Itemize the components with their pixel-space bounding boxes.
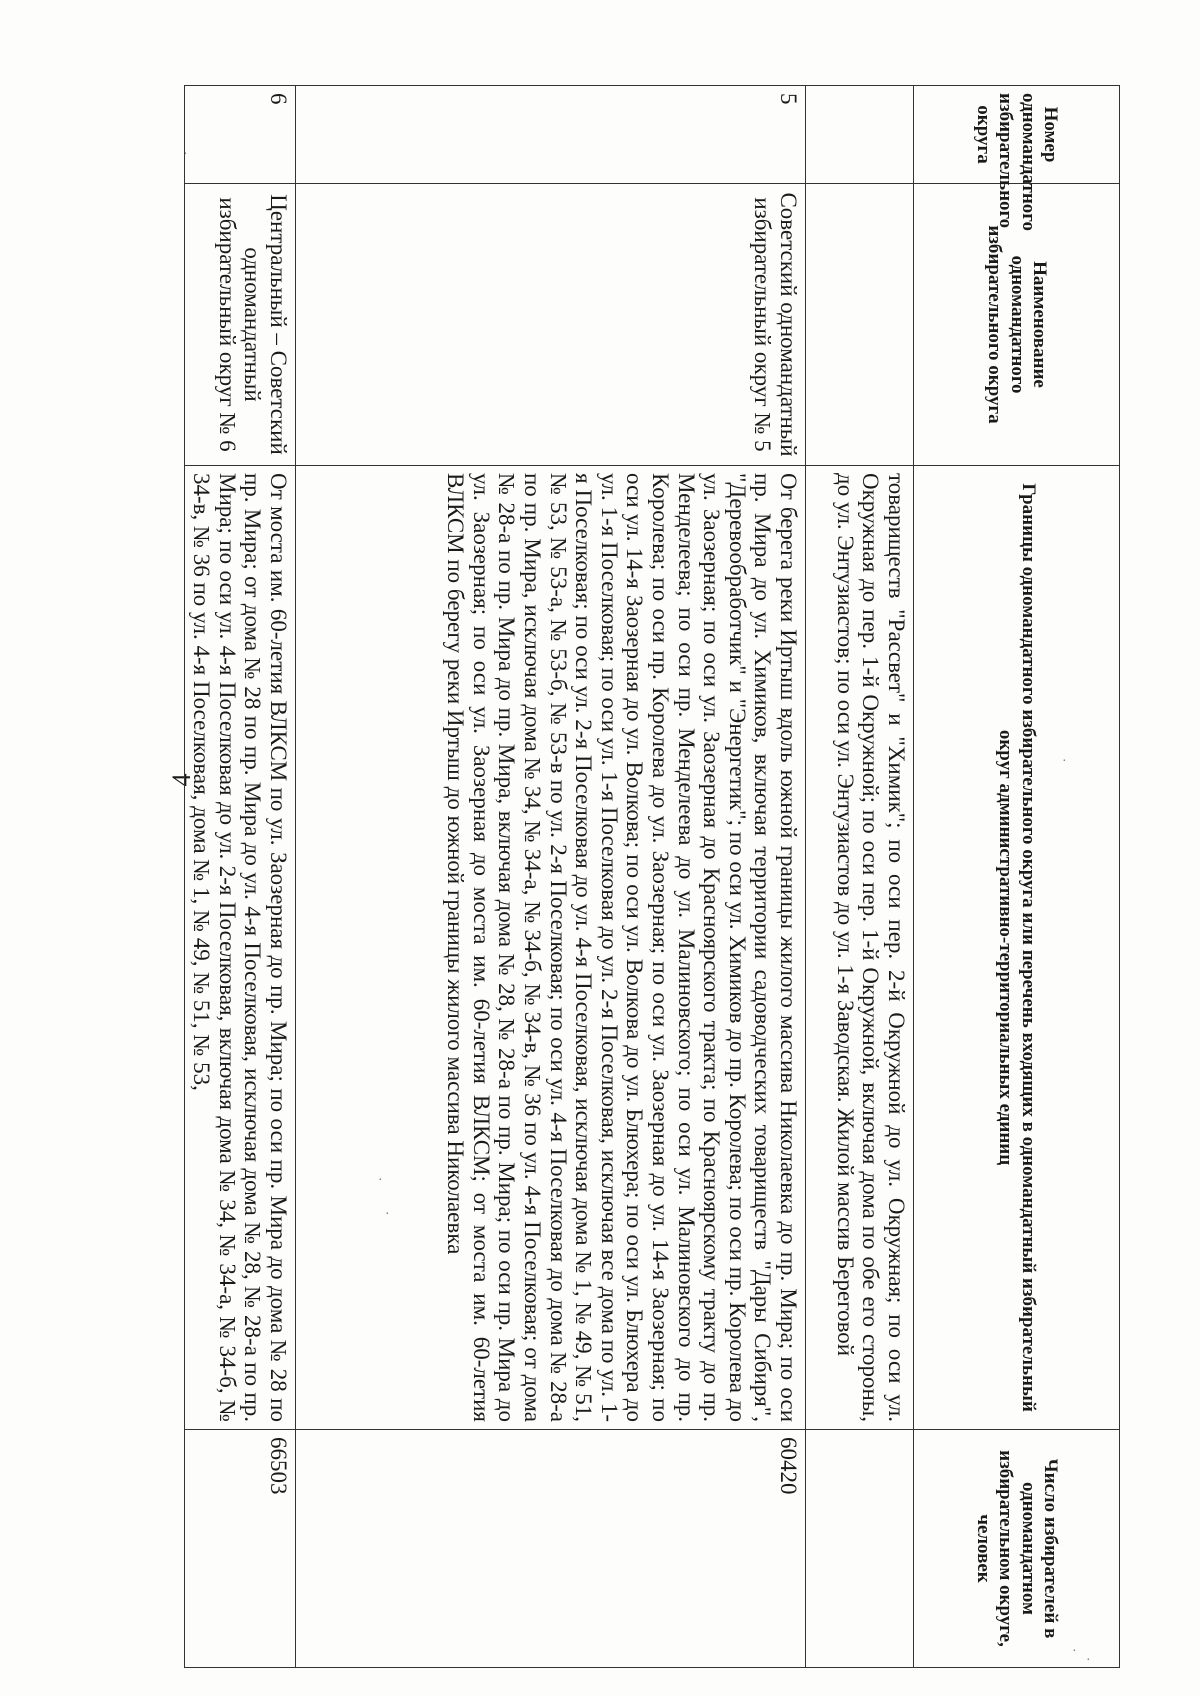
district-boundaries: товариществ "Рассвет" и "Химик"; по оси пер. 2-й Окружной до ул. Окружная; по оси ул. Окружная до пер. 1-й Окружной; по оси пер. 1-й Окружной, включая дома по обе его стороны, до ул. Энтузиастов; по оси ул. Энтузиастов до ул. 1-я Заводская. Жилой массив Береговой [806,466,914,1430]
scan-speck: · [1062,754,1067,769]
district-boundaries: От моста им. 60-летия ВЛКСМ по ул. Заозерная до пр. Мира; по оси пр. Мира до дома № 28 по пр. Мира; от дома № 28 по пр. Мира до ул. 4-я Поселковая, исключая дома № 28, № 28-а по пр. Мира; по оси ул. 4-я Поселковая до ул. 2-я Поселковая, включая дома № 34, № 34-а, № 34-б, № 34-в, № 36 по ул. 4-я Поселковая, дома № 1, № 49, № 51, № 53, [184,466,295,1430]
rotated-document [189,85,1120,1667]
header-number: Номер одномандатного избирательного округа [914,86,1120,184]
scan-speck: · [378,1173,383,1188]
district-name [806,184,914,466]
districts-table [184,85,1120,1668]
scan-speck: · [1072,1644,1077,1659]
district-name: Советский одномандатный избирательный округ № 5 [296,184,806,466]
table-row [806,86,914,1668]
header-voters: Число избирателей в одномандатном избирательном округе, человек [914,1430,1120,1668]
district-number: 6 [184,86,295,184]
scan-speck: · [385,1207,390,1222]
district-number [806,86,914,184]
scan-speck: · [1086,1653,1091,1668]
district-boundaries: От берега реки Иртыш вдоль южной границы жилого массива Николаевка до пр. Мира; по оси пр. Мира до ул. Химиков, включая территории садоводческих товариществ "Дары Сибиря", "Деревообработчик" и "Энергетик"; по оси ул. Химиков до пр. Королева; по оси пр. Королева до ул. Заозерная; по оси ул. Заозерная до Красноярского тракта; по Красноярскому тракту до пр. Менделеева; по оси пр. Менделеева до ул. Малиновского; по оси ул. Малиновского до пр. Королева; по оси пр. Королева до ул. Заозерная; по оси ул. Заозерная до ул. 14-я Заозерная; по оси ул. 14-я Заозерная до ул. Волкова; по оси ул. Волкова до ул. Блюхера; по оси ул. Блюхера до ул. 1-я Поселковая; по оси ул. 1-я Поселковая до ул. 2-я Поселковая, исключая все дома по ул. 1-я Поселковая; по оси ул. 2-я Поселковая до ул. 4-я Поселковая, исключая дома № 1, № 49, № 51, № 53, № 53-а, № 53-б, № 53-в по ул. 2-я Поселковая; по оси ул. 4-я Поселковая до дома № 28-а по пр. Мира, исключая дома № 34, № 34-а, № 34-б, № 34-в, № 36 по ул. 4-я Поселковая; от дома № 28-а по пр. Мира до пр. Мира, включая дома № 28, № 28-а по пр. Мира; по оси пр. Мира до ул. Заозерная; по оси ул. Заозерная до моста им. 60-летия ВЛКСМ; от моста им. 60-летия ВЛКСМ по берегу реки Иртыш до южной границы жилого массива Николаевка [296,466,806,1430]
district-voters [806,1430,914,1668]
table-row [184,86,295,1668]
district-number: 5 [296,86,806,184]
district-name: Центральный – Советский одномандатный избирательный округ № 6 [184,184,295,466]
table-header-row [914,86,1120,1668]
scan-speck: · [183,147,188,162]
header-name: Наименование одномандатного избирательного округа [914,184,1120,466]
table-row [296,86,806,1668]
district-voters: 66503 [184,1430,295,1668]
page-number: 4 [167,773,196,787]
district-voters: 60420 [296,1430,806,1668]
header-boundaries: Границы одномандатного избирательного округа или перечень входящих в одномандатный избирательный округ административно-территориальных единиц [914,466,1120,1430]
